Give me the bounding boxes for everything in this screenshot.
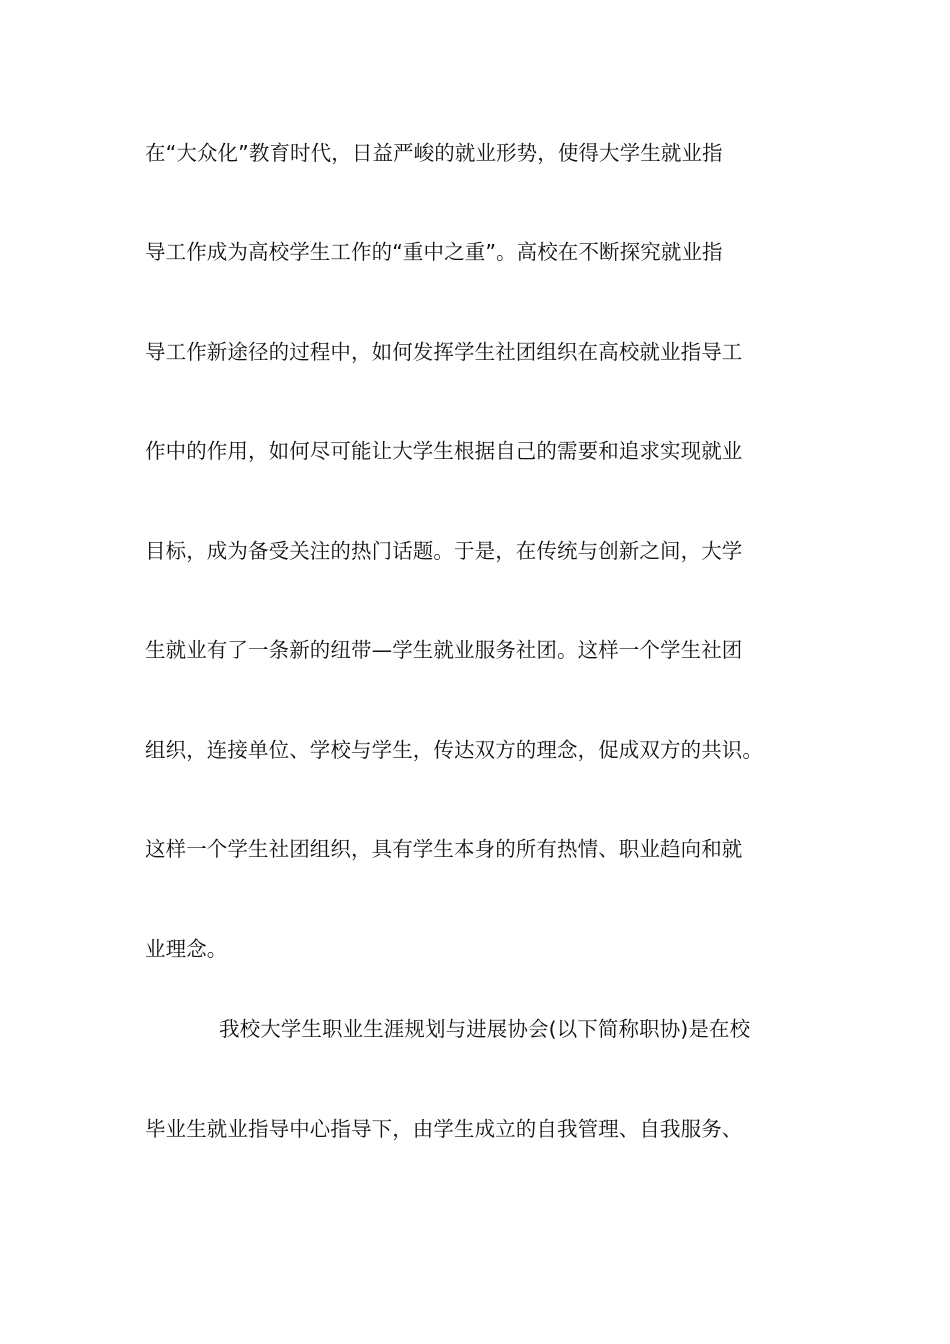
text-line: 作中的作用，如何尽可能让大学生根据自己的需要和追求实现就业 bbox=[145, 439, 743, 463]
text-line: 组织，连接单位、学校与学生，传达双方的理念，促成双方的共识。 bbox=[145, 738, 763, 762]
text-line: 导工作新途径的过程中，如何发挥学生社团组织在高校就业指导工 bbox=[145, 340, 743, 364]
text-line: 在“大众化”教育时代，日益严峻的就业形势，使得大学生就业指 bbox=[145, 141, 723, 165]
text-line: 导工作成为高校学生工作的“重中之重”。高校在不断探究就业指 bbox=[145, 240, 723, 264]
text-line: 这样一个学生社团组织，具有学生本身的所有热情、职业趋向和就 bbox=[145, 837, 743, 861]
paragraph-first-line: 我校大学生职业生涯规划与进展协会(以下简称职协)是在校 bbox=[219, 1017, 751, 1041]
text-line: 目标，成为备受关注的热门话题。于是，在传统与创新之间，大学 bbox=[145, 539, 743, 563]
text-line: 生就业有了一条新的纽带—学生就业服务社团。这样一个学生社团 bbox=[145, 638, 743, 662]
text-line: 业理念。 bbox=[145, 937, 228, 961]
text-line: 毕业生就业指导中心指导下，由学生成立的自我管理、自我服务、 bbox=[145, 1117, 743, 1141]
